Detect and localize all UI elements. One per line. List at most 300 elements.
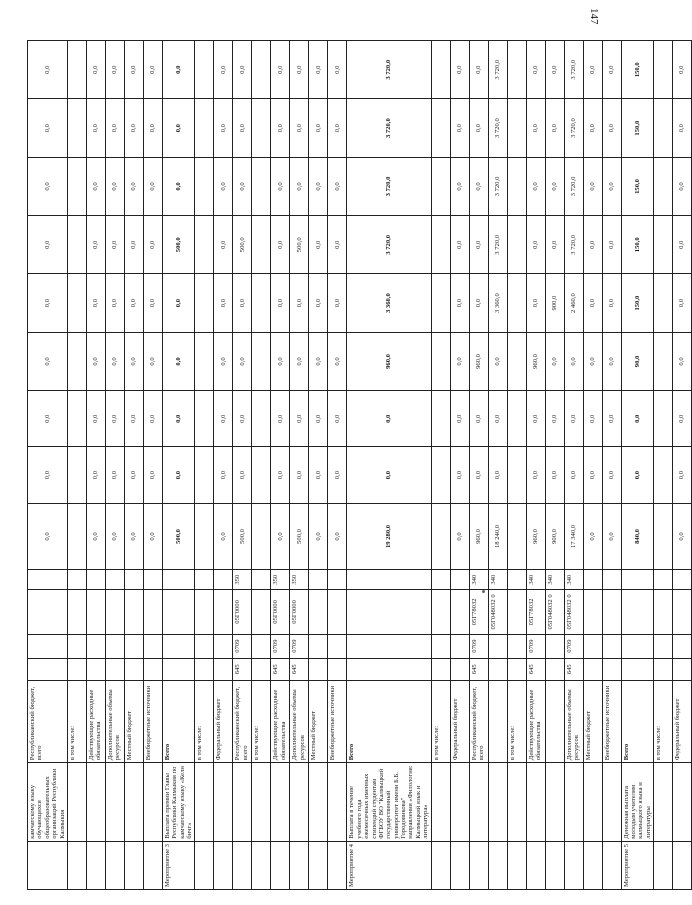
value-cell [67, 503, 86, 569]
expense-type-cell [431, 570, 450, 590]
value-cell: 0,0 [233, 41, 252, 99]
target-article-cell [450, 590, 469, 634]
value-cell: 0,0 [143, 503, 162, 569]
table-row [450, 41, 469, 890]
value-cell: 0,0 [28, 332, 68, 390]
funding-source-cell: Дополнительные объемы ресурсов [105, 680, 124, 762]
expense-type-cell [602, 570, 621, 590]
grbs-cell [347, 658, 431, 680]
funding-source-cell: в том числе: [195, 680, 214, 762]
grbs-cell [621, 658, 654, 680]
value-cell: 0,0 [143, 274, 162, 332]
value-cell: 0,0 [545, 157, 564, 215]
value-cell: 0,0 [469, 274, 488, 332]
value-cell: 0,0 [526, 99, 545, 157]
value-cell: 0,0 [290, 447, 309, 503]
section-cell [328, 634, 347, 658]
value-cell: 0,0 [28, 274, 68, 332]
funding-source-cell: Всего [621, 680, 654, 762]
funding-source-cell: в том числе: [67, 680, 86, 762]
table-row [309, 41, 328, 890]
value-cell: 0,0 [162, 157, 195, 215]
funding-source-cell: Местный бюджет [309, 680, 328, 762]
value-cell: 0,0 [86, 216, 105, 274]
value-cell [654, 503, 673, 569]
event-cell [469, 841, 488, 889]
grbs-cell: 645 [469, 658, 488, 680]
value-cell [654, 274, 673, 332]
value-cell: 0,0 [450, 447, 469, 503]
value-cell: 0,0 [233, 447, 252, 503]
value-cell: 960,0 [469, 503, 488, 569]
event-cell: Мероприятие 3 [162, 841, 195, 889]
value-cell: 0,0 [450, 274, 469, 332]
value-cell: 0,0 [450, 216, 469, 274]
table-row [143, 41, 162, 890]
target-article-cell [621, 590, 654, 634]
target-article-cell [583, 590, 602, 634]
target-article-cell [124, 590, 143, 634]
value-cell: 0,0 [290, 391, 309, 447]
value-cell: 900,0 [545, 274, 564, 332]
event-name-cell [673, 763, 692, 841]
value-cell: 19 280,0 [347, 503, 431, 569]
value-cell [252, 503, 271, 569]
value-cell: 0,0 [214, 216, 233, 274]
target-article-cell [507, 590, 526, 634]
value-cell: 0,0 [214, 447, 233, 503]
funding-source-cell: Всего [347, 680, 431, 762]
value-cell: 0,0 [602, 99, 621, 157]
section-cell [28, 634, 68, 658]
table-row [252, 41, 271, 890]
value-cell: 0,0 [602, 274, 621, 332]
funding-source-cell: Внебюджетные источники [143, 680, 162, 762]
value-cell: 0,0 [162, 391, 195, 447]
value-cell: 0,0 [526, 447, 545, 503]
value-cell: 0,0 [233, 99, 252, 157]
table-row [621, 41, 654, 890]
value-cell [431, 99, 450, 157]
event-cell [309, 841, 328, 889]
funding-source-cell: Внебюджетные источники [328, 680, 347, 762]
value-cell: 0,0 [309, 274, 328, 332]
value-cell: 0,0 [124, 391, 143, 447]
value-cell: 18 240,0 [488, 503, 507, 569]
value-cell: 0,0 [105, 99, 124, 157]
value-cell: 0,0 [583, 99, 602, 157]
value-cell: 0,0 [86, 391, 105, 447]
value-cell [507, 41, 526, 99]
value-cell: 0,0 [602, 216, 621, 274]
expense-type-cell [195, 570, 214, 590]
value-cell: 0,0 [621, 447, 654, 503]
section-cell [347, 634, 431, 658]
value-cell [507, 503, 526, 569]
expense-type-cell [105, 570, 124, 590]
expense-type-cell [143, 570, 162, 590]
expense-type-cell [67, 570, 86, 590]
value-cell: 0,0 [143, 41, 162, 99]
value-cell: 500,0 [233, 503, 252, 569]
section-cell [309, 634, 328, 658]
funding-source-cell: Дополнительные объемы ресурсов [564, 680, 583, 762]
value-cell: 0,0 [469, 157, 488, 215]
event-name-cell [654, 763, 673, 841]
value-cell: 0,0 [450, 391, 469, 447]
value-cell: 0,0 [28, 447, 68, 503]
value-cell: 960,0 [526, 332, 545, 390]
target-article-cell: 05Г048032 0 [488, 590, 507, 634]
budget-table [27, 40, 692, 890]
value-cell: 3 360,0 [347, 274, 431, 332]
value-cell: 0,0 [105, 274, 124, 332]
event-name-cell [583, 763, 602, 841]
value-cell: 0,0 [233, 157, 252, 215]
value-cell [67, 274, 86, 332]
section-cell: 0709 [564, 634, 583, 658]
value-cell: 0,0 [673, 391, 692, 447]
table-row [86, 41, 105, 890]
funding-source-cell: Федеральный бюджет [450, 680, 469, 762]
value-cell: 150,0 [621, 274, 654, 332]
section-cell [602, 634, 621, 658]
value-cell: 0,0 [214, 332, 233, 390]
value-cell: 0,0 [673, 157, 692, 215]
funding-source-cell: Местный бюджет [124, 680, 143, 762]
value-cell: 0,0 [143, 216, 162, 274]
value-cell: 0,0 [271, 41, 290, 99]
grbs-cell [143, 658, 162, 680]
value-cell: 0,0 [309, 216, 328, 274]
event-cell [252, 841, 271, 889]
grbs-cell: 645 [526, 658, 545, 680]
value-cell: 0,0 [328, 41, 347, 99]
value-cell [195, 332, 214, 390]
value-cell [252, 216, 271, 274]
grbs-cell: 645 [271, 658, 290, 680]
event-name-cell [67, 763, 86, 841]
value-cell: 0,0 [105, 447, 124, 503]
target-article-cell: 05Г0000 [233, 590, 252, 634]
value-cell: 0,0 [124, 99, 143, 157]
target-article-cell [105, 590, 124, 634]
section-cell [67, 634, 86, 658]
value-cell: 0,0 [602, 332, 621, 390]
grbs-cell [86, 658, 105, 680]
section-cell [105, 634, 124, 658]
value-cell [195, 503, 214, 569]
event-cell [545, 841, 564, 889]
target-article-cell: 05Г0000 [271, 590, 290, 634]
value-cell [195, 274, 214, 332]
value-cell: 0,0 [602, 391, 621, 447]
event-name-cell: Выплата премии Главы Республики Калмыкия по камчатскому языку «Келн бичг» [162, 763, 195, 841]
grbs-cell [67, 658, 86, 680]
value-cell: 90,0 [621, 332, 654, 390]
value-cell: 0,0 [469, 391, 488, 447]
value-cell: 0,0 [162, 99, 195, 157]
value-cell [67, 157, 86, 215]
event-name-cell [431, 763, 450, 841]
target-article-cell [602, 590, 621, 634]
target-article-cell: 05Г048032 0 [564, 590, 583, 634]
event-cell [271, 841, 290, 889]
value-cell: 500,0 [233, 216, 252, 274]
value-cell: 0,0 [124, 447, 143, 503]
value-cell: 960,0 [469, 332, 488, 390]
funding-source-cell: в том числе: [654, 680, 673, 762]
expense-type-cell [507, 570, 526, 590]
value-cell: 0,0 [673, 41, 692, 99]
funding-source-cell: в том числе: [507, 680, 526, 762]
event-name-cell [233, 763, 252, 841]
section-cell [252, 634, 271, 658]
grbs-cell [583, 658, 602, 680]
value-cell: 0,0 [143, 391, 162, 447]
value-cell: 0,0 [271, 99, 290, 157]
target-article-cell [347, 590, 431, 634]
value-cell: 0,0 [162, 332, 195, 390]
target-article-cell: 05Г78032 [469, 590, 488, 634]
value-cell [654, 41, 673, 99]
target-article-cell [28, 590, 68, 634]
grbs-cell [545, 658, 564, 680]
value-cell: 0,0 [105, 216, 124, 274]
value-cell: 0,0 [290, 99, 309, 157]
value-cell: 0,0 [488, 447, 507, 503]
funding-source-cell [488, 680, 507, 762]
target-article-cell [143, 590, 162, 634]
target-article-cell [162, 590, 195, 634]
value-cell [252, 332, 271, 390]
value-cell: 3 720,0 [347, 157, 431, 215]
value-cell: 0,0 [86, 157, 105, 215]
event-name-cell [507, 763, 526, 841]
target-article-cell [431, 590, 450, 634]
value-cell: 0,0 [271, 391, 290, 447]
value-cell: 3 720,0 [488, 99, 507, 157]
value-cell: 0,0 [328, 99, 347, 157]
value-cell: 0,0 [86, 503, 105, 569]
value-cell: 0,0 [673, 216, 692, 274]
value-cell: 0,0 [28, 99, 68, 157]
value-cell: 0,0 [214, 391, 233, 447]
value-cell [67, 447, 86, 503]
value-cell: 3 720,0 [347, 41, 431, 99]
rotated-page [27, 40, 686, 890]
table-row [271, 41, 290, 890]
value-cell: 0,0 [526, 157, 545, 215]
value-cell: 0,0 [124, 41, 143, 99]
event-cell [86, 841, 105, 889]
value-cell: 0,0 [673, 503, 692, 569]
value-cell: 0,0 [28, 503, 68, 569]
table-row [654, 41, 673, 890]
target-article-cell [252, 590, 271, 634]
value-cell [431, 41, 450, 99]
value-cell [431, 391, 450, 447]
value-cell: 500,0 [290, 216, 309, 274]
funding-source-cell: Всего [162, 680, 195, 762]
value-cell: 0,0 [271, 157, 290, 215]
target-article-cell [328, 590, 347, 634]
value-cell: 0,0 [583, 391, 602, 447]
section-cell: 0709 [526, 634, 545, 658]
value-cell [654, 216, 673, 274]
value-cell: 0,0 [583, 41, 602, 99]
grbs-cell [328, 658, 347, 680]
value-cell: 0,0 [347, 447, 431, 503]
section-cell [143, 634, 162, 658]
value-cell: 0,0 [143, 447, 162, 503]
value-cell [252, 274, 271, 332]
value-cell: 0,0 [214, 99, 233, 157]
value-cell: 3 720,0 [564, 41, 583, 99]
value-cell: 0,0 [583, 274, 602, 332]
event-cell [654, 841, 673, 889]
value-cell: 0,0 [143, 157, 162, 215]
expense-type-cell [673, 570, 692, 590]
target-article-cell [673, 590, 692, 634]
section-cell: 0709 [271, 634, 290, 658]
value-cell: 0,0 [271, 447, 290, 503]
event-cell [195, 841, 214, 889]
value-cell: 0,0 [105, 391, 124, 447]
event-cell [583, 841, 602, 889]
value-cell: 0,0 [124, 332, 143, 390]
event-name-cell [252, 763, 271, 841]
value-cell [67, 391, 86, 447]
value-cell: 0,0 [233, 391, 252, 447]
value-cell [431, 332, 450, 390]
value-cell: 3 720,0 [564, 99, 583, 157]
value-cell: 0,0 [86, 332, 105, 390]
event-name-cell [105, 763, 124, 841]
event-name-cell: Выплата в течение учебного года ежемесячных именных стипендий студентам ФГБОУ ВО "Калмыцкий государственный университет имени Б.Б. Городовикова" направления «Филология: Калмыцкий язык и литература» [347, 763, 431, 841]
grbs-cell [214, 658, 233, 680]
value-cell: 0,0 [526, 391, 545, 447]
value-cell: 0,0 [271, 332, 290, 390]
funding-source-cell: Федеральный бюджет [214, 680, 233, 762]
value-cell [195, 99, 214, 157]
table-row [233, 41, 252, 890]
expense-type-cell [450, 570, 469, 590]
event-cell [602, 841, 621, 889]
section-cell [450, 634, 469, 658]
section-cell [431, 634, 450, 658]
funding-source-cell [545, 680, 564, 762]
target-article-cell [309, 590, 328, 634]
target-article-cell: 05Г78032 [526, 590, 545, 634]
expense-type-cell: 350 [271, 570, 290, 590]
event-cell [526, 841, 545, 889]
value-cell: 0,0 [290, 332, 309, 390]
event-cell [105, 841, 124, 889]
value-cell: 0,0 [469, 99, 488, 157]
event-cell [143, 841, 162, 889]
grbs-cell: 645 [233, 658, 252, 680]
funding-source-cell: Республиканский бюджет, всего [469, 680, 488, 762]
value-cell [507, 447, 526, 503]
value-cell [431, 503, 450, 569]
table-row [195, 41, 214, 890]
value-cell: 0,0 [124, 503, 143, 569]
value-cell: 0,0 [545, 41, 564, 99]
table-row [469, 41, 488, 890]
value-cell: 0,0 [347, 391, 431, 447]
value-cell: 0,0 [450, 157, 469, 215]
grbs-cell [309, 658, 328, 680]
grbs-cell [507, 658, 526, 680]
value-cell [431, 447, 450, 503]
table-row [507, 41, 526, 890]
event-cell [564, 841, 583, 889]
expense-type-cell [328, 570, 347, 590]
value-cell [507, 157, 526, 215]
target-article-cell [86, 590, 105, 634]
expense-type-cell [28, 570, 68, 590]
section-cell [621, 634, 654, 658]
value-cell: 0,0 [309, 157, 328, 215]
table-row [162, 41, 195, 890]
event-name-cell [124, 763, 143, 841]
value-cell: 0,0 [583, 447, 602, 503]
section-cell [195, 634, 214, 658]
value-cell [654, 391, 673, 447]
value-cell: 0,0 [214, 503, 233, 569]
section-cell: 0709 [469, 634, 488, 658]
event-cell [67, 841, 86, 889]
value-cell [195, 216, 214, 274]
grbs-cell [450, 658, 469, 680]
value-cell: 0,0 [564, 332, 583, 390]
event-cell [28, 841, 68, 889]
value-cell: 0,0 [309, 99, 328, 157]
target-article-cell [214, 590, 233, 634]
grbs-cell: 645 [290, 658, 309, 680]
grbs-cell [252, 658, 271, 680]
value-cell: 0,0 [328, 332, 347, 390]
table-row [214, 41, 233, 890]
event-name-cell [328, 763, 347, 841]
table-row [328, 41, 347, 890]
value-cell: 0,0 [545, 99, 564, 157]
value-cell: 0,0 [328, 503, 347, 569]
expense-type-cell [214, 570, 233, 590]
expense-type-cell [252, 570, 271, 590]
funding-source-cell: Действующие расходные обязательства [86, 680, 105, 762]
value-cell: 0,0 [602, 157, 621, 215]
funding-source-cell: в том числе: [431, 680, 450, 762]
event-cell [214, 841, 233, 889]
value-cell: 0,0 [450, 99, 469, 157]
value-cell: 0,0 [673, 274, 692, 332]
section-cell [545, 634, 564, 658]
value-cell [252, 447, 271, 503]
event-name-cell [564, 763, 583, 841]
value-cell: 0,0 [583, 216, 602, 274]
section-cell [507, 634, 526, 658]
value-cell [195, 447, 214, 503]
expense-type-cell [124, 570, 143, 590]
event-name-cell: камчатскому языку обучающихся общеобразовательных организаций Республики Калмыкия [28, 763, 68, 841]
value-cell: 0,0 [28, 391, 68, 447]
value-cell: 0,0 [328, 391, 347, 447]
value-cell [507, 391, 526, 447]
value-cell [507, 216, 526, 274]
value-cell: 0,0 [469, 41, 488, 99]
